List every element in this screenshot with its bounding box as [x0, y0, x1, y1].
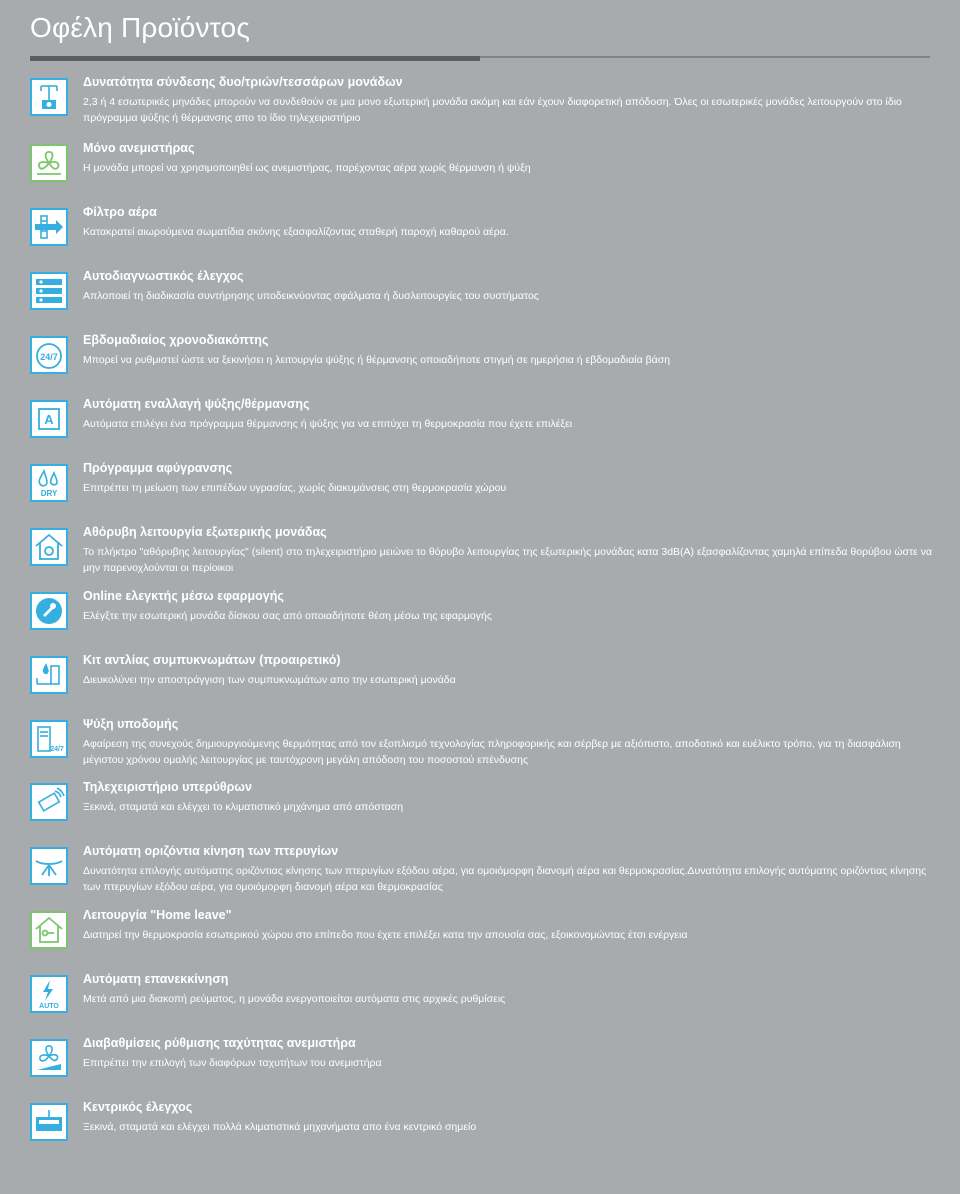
feature-title: Εβδομαδιαίος χρονοδιακόπτης [83, 333, 269, 347]
feature-title: Λειτουργία "Home leave" [83, 908, 232, 922]
feature-weekly-timer [30, 333, 930, 383]
auto-restart-label: AUTO [39, 1003, 59, 1010]
feature-description: Κατακρατεί αιωρούμενα σωματίδια σκόνης εξασφαλίζοντας σταθερή παροχή καθαρού αέρα. [83, 226, 509, 238]
auto-restart-icon [30, 975, 68, 1013]
multi-split-icon [30, 78, 68, 116]
feature-drain-pump [30, 653, 930, 703]
feature-description: Επιτρέπει την επιλογή των διαφόρων ταχυτήτων του ανεμιστήρα [83, 1057, 382, 1069]
title-divider-accent [30, 56, 480, 61]
page-title: Οφέλη Προϊόντος [30, 12, 251, 43]
dry-mode-label: DRY [40, 489, 58, 498]
feature-title: Τηλεχειριστήριο υπερύθρων [83, 780, 252, 794]
online-control-icon [30, 592, 68, 630]
feature-description: Δυνατότητα επιλογής αυτόματης οριζόντιας κίνησης των πτερυγίων εξόδου αέρα, για ομοιόμορφη διανομή αέρα και θερμοκρασίας.Δυνατότητα επιλογής αυτόματης οριζόντιας κίνησης των πτερυγίων εξόδου αέρα, για ομοιόμορφη διανομή αέρα και θερμοκρασίας [83, 865, 927, 893]
horizontal-swing-icon [30, 847, 68, 885]
auto-mode-icon [30, 400, 68, 438]
weekly-timer-label: 24/7 [40, 352, 58, 362]
feature-air-filter [30, 205, 930, 255]
home-leave-icon [30, 911, 68, 949]
feature-online-control [30, 589, 930, 639]
feature-title: Αθόρυβη λειτουργία εξωτερικής μονάδας [83, 525, 327, 539]
feature-auto-mode [30, 397, 930, 447]
feature-title: Online ελεγκτής μέσω εφαρμογής [83, 589, 284, 603]
feature-fan-only [30, 141, 930, 191]
feature-title: Αυτόματη οριζόντια κίνηση των πτερυγίων [83, 844, 339, 858]
self-diagnosis-icon [30, 272, 68, 310]
fan-speed-icon [30, 1039, 68, 1077]
feature-description: Επιτρέπει τη μείωση των επιπέδων υγρασίας, χωρίς διακυμάνσεις στη θερμοκρασία χώρου [83, 482, 507, 494]
feature-infrastructure-cooling [30, 717, 930, 767]
feature-silent-outdoor [30, 525, 933, 575]
drain-pump-icon [30, 656, 68, 694]
feature-title: Κεντρικός έλεγχος [83, 1100, 193, 1114]
fan-icon [30, 144, 68, 182]
feature-title: Κιτ αντλίας συμπυκνωμάτων (προαιρετικό) [83, 653, 341, 667]
feature-description: Το πλήκτρο "αθόρυβης λειτουργίας" (silent) στο τηλεχειριστήριο μειώνει το θόρυβο λειτουργίας της εξωτερικής μονάδας κατα 3dB(A) εξασφαλίζοντας χαμηλά επίπεδα θορύβου ώστε να μην παρενοχλούνται οι περίοικοι [83, 546, 933, 574]
feature-title: Δυνατότητα σύνδεσης δυο/τριών/τεσσάρων μονάδων [83, 75, 403, 89]
feature-description: Μπορεί να ρυθμιστεί ώστε να ξεκινήσει η λειτουργία ψύξης ή θέρμανσης οποιαδήποτε στιγμή σε ημερήσια ή εβδομαδιαία βάση [83, 354, 671, 366]
infrastructure-cooling-icon [30, 720, 68, 758]
feature-horizontal-swing [30, 844, 930, 894]
feature-auto-restart [30, 972, 930, 1022]
feature-central-control [30, 1100, 930, 1150]
infrastructure-cooling-label: 24/7 [50, 746, 64, 753]
air-filter-icon [30, 208, 68, 246]
feature-description: Ξεκινά, σταματά και ελέγχει το κλιματιστικό μηχάνημα από απόσταση [83, 801, 404, 813]
feature-description: Ξεκινά, σταματά και ελέγχει πολλά κλιματιστικά μηχανήματα απο ένα κεντρικό σημείο [83, 1121, 477, 1133]
feature-description: Διατηρεί την θερμοκρασία εσωτερικού χώρου στο επίπεδο που έχετε επιλέξει κατα την απουσία σας, εξοικονομώντας έτσι ενέργεια [83, 929, 688, 941]
silent-outdoor-icon [30, 528, 68, 566]
feature-title: Αυτόματη εναλλαγή ψύξης/θέρμανσης [83, 397, 310, 411]
feature-description: Διευκολύνει την αποστράγγιση των συμπυκνωμάτων απο την εσωτερική μονάδα [83, 674, 456, 686]
weekly-timer-icon [30, 336, 68, 374]
feature-title: Αυτοδιαγνωστικός έλεγχος [83, 269, 244, 283]
feature-self-diagnosis [30, 269, 930, 319]
auto-mode-label: A [44, 412, 54, 427]
infrared-remote-icon [30, 783, 68, 821]
feature-description: Αυτόματα επιλέγει ένα πρόγραμμα θέρμανσης ή ψύξης για να επιτύχει τη θερμοκρασία που έχετε επιλέξει [83, 418, 573, 430]
feature-infrared-remote [30, 780, 930, 830]
feature-title: Μόνο ανεμιστήρας [83, 141, 195, 155]
feature-title: Αυτόματη επανεκκίνηση [83, 972, 229, 986]
feature-home-leave [30, 908, 930, 958]
feature-title: Φίλτρο αέρα [83, 205, 157, 219]
feature-description: Αφαίρεση της συνεχούς δημιουργιούμενης θερμότητας από τον εξοπλισμό τεχνολογίας πληροφορικής και σέρβερ με αξιόπιστο, αποδοτικό και ευέλικτο τρόπο, για τη διασφάλιση μέγιστου χρόνου ομαλής λειτουργίας με ταυτόχρονη μεγάλη απόδοση του ποσοστού επένδυσης [83, 738, 901, 766]
feature-description: Η μονάδα μπορεί να χρησιμοποιηθεί ως ανεμιστήρας, παρέχοντας αέρα χωρίς θέρμανση ή ψύξη [83, 162, 531, 174]
feature-description: Απλοποιεί τη διαδικασία συντήρησης υποδεικνύοντας σφάλματα ή δυσλειτουργίες του συστήματος [83, 290, 539, 302]
feature-title: Πρόγραμμα αφύγρανσης [83, 461, 233, 475]
feature-description: 2,3 ή 4 εσωτερικές μηνάδες μπορούν να συνδεθούν σε μια μονο εξωτερική μονάδα ακόμη και εάν έχουν διαφορετική απόδοση. Όλες οι εσωτερικές μονάδες λειτουργούν στο ίδιο πρόγραμμα ψύξης ή θέρμανσης απο το ίδιο τηλεχειριστήριο [83, 96, 902, 124]
feature-dry-mode [30, 461, 930, 511]
central-control-icon [30, 1103, 68, 1141]
feature-title: Ψύξη υποδομής [83, 717, 179, 731]
feature-multi-split [30, 75, 930, 125]
feature-fan-speed [30, 1036, 930, 1086]
dry-mode-icon [30, 464, 68, 502]
feature-title: Διαβαθμίσεις ρύθμισης ταχύτητας ανεμιστήρα [83, 1036, 356, 1050]
feature-description: Ελέγξτε την εσωτερική μονάδα δίσκου σας από οποιαδήποτε θέση μέσω της εφαρμογής [83, 610, 492, 622]
feature-description: Μετά από μια διακοπή ρεύματος, η μονάδα ενεργοποιείται αυτόματα στις αρχικές ρυθμίσεις [83, 993, 506, 1005]
